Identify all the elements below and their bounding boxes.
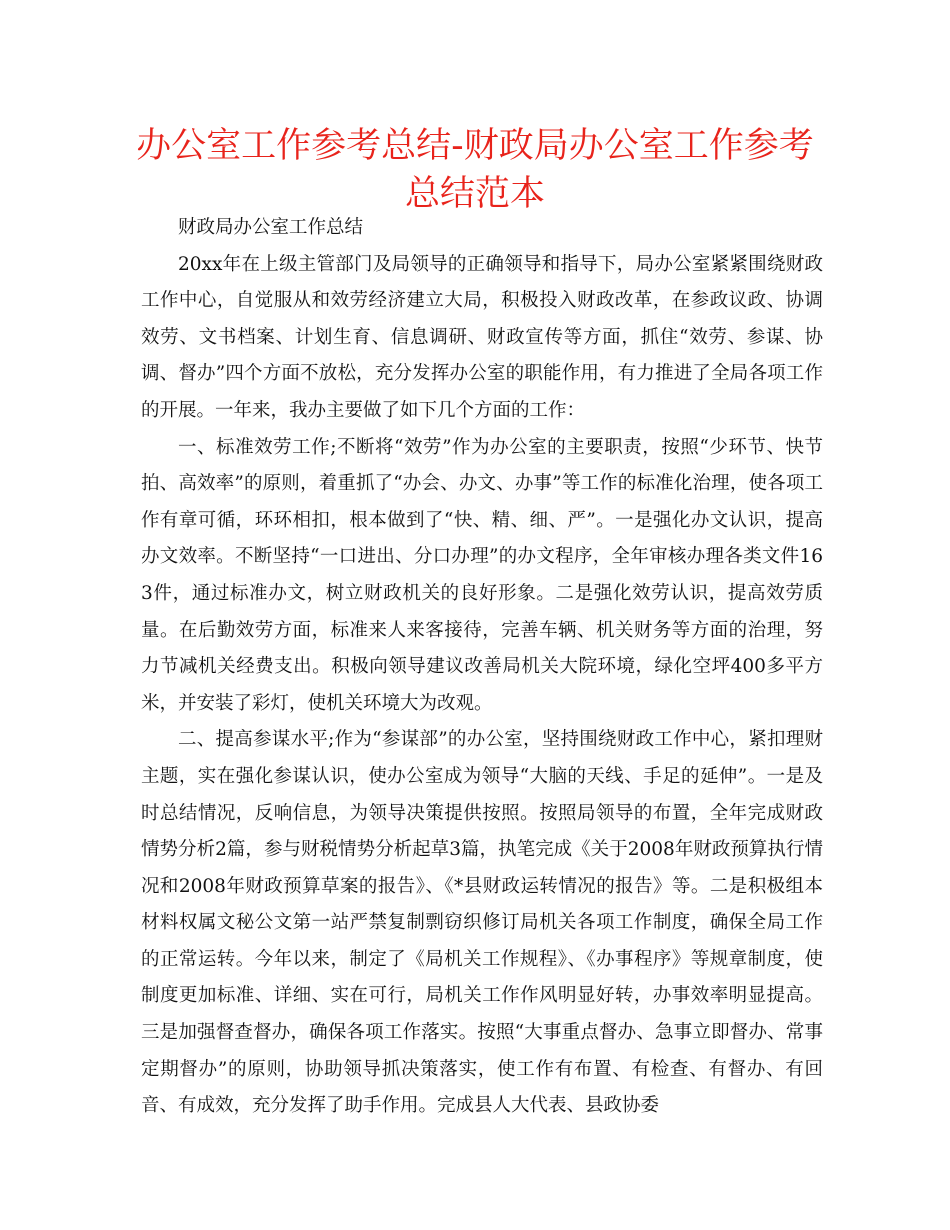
paragraph-subheading: 财政局办公室工作总结 [178, 217, 364, 238]
paragraph-section-one: 一、标准效劳工作;不断将“效劳”作为办公室的主要职责，按照“少环节、快节拍、高效率”的原则，着重抓了“办会、办文、办事”等工作的标准化治理，使各项工作有章可循，环环相扣，根本做到了“快、精、细、严”。一是强化办文认识，提高办文效率。不断坚持“一口进出、分口办理”的办文程序，全年审核办理各类文件163件，通过标准办文，树立财政机关的良好形象。二是强化效劳认识，提高效劳质量。在后勤效劳方面，标准来人来客接待，完善车辆、机关财务等方面的治理，努力节减机关经费支出。积极向领导建议改善局机关大院环境，绿化空坪400多平方米，并安装了彩灯，使机关环境大为改观。 [141, 436, 823, 714]
document-body [141, 210, 823, 1125]
paragraph-section-two: 二、提高参谋水平;作为“参谋部”的办公室，坚持围绕财政工作中心，紧扣理财主题，实在强化参谋认识，使办公室成为领导“大脑的天线、手足的延伸”。一是及时总结情况，反响信息，为领导决策提供按照。按照局领导的布置，全年完成财政情势分析2篇，参与财税情势分析起草3篇，执笔完成《关于2008年财政预算执行情况和2008年财政预算草案的报告》、《*县财政运转情况的报告》等。二是积极组本材料权属文秘公文第一站严禁复制剽窃织修订局机关各项工作制度，确保全局工作的正常运转。今年以来，制定了《局机关工作规程》、《办事程序》等规章制度，使制度更加标准、详细、实在可行，局机关工作作风明显好转，办事效率明显提高。三是加强督查督办，确保各项工作落实。按照“大事重点督办、急事立即督办、常事定期督办”的原则，协助领导抓决策落实，使工作有布置、有检查、有督办、有回音、有成效，充分发挥了助手作用。完成县人大代表、县政协委 [141, 729, 823, 1117]
paragraph-intro: 20xx年在上级主管部门及局领导的正确领导和指导下，局办公室紧紧围绕财政工作中心，自觉服从和效劳经济建立大局，积极投入财政改革，在参政议政、协调效劳、文书档案、计划生育、信息调研、财政宣传等方面，抓住“效劳、参谋、协调、督办”四个方面不放松，充分发挥办公室的职能作用，有力推进了全局各项工作的开展。一年来，我办主要做了如下几个方面的工作： [141, 253, 823, 421]
document-title: 办公室工作参考总结-财政局办公室工作参考总结范本 [136, 126, 814, 214]
